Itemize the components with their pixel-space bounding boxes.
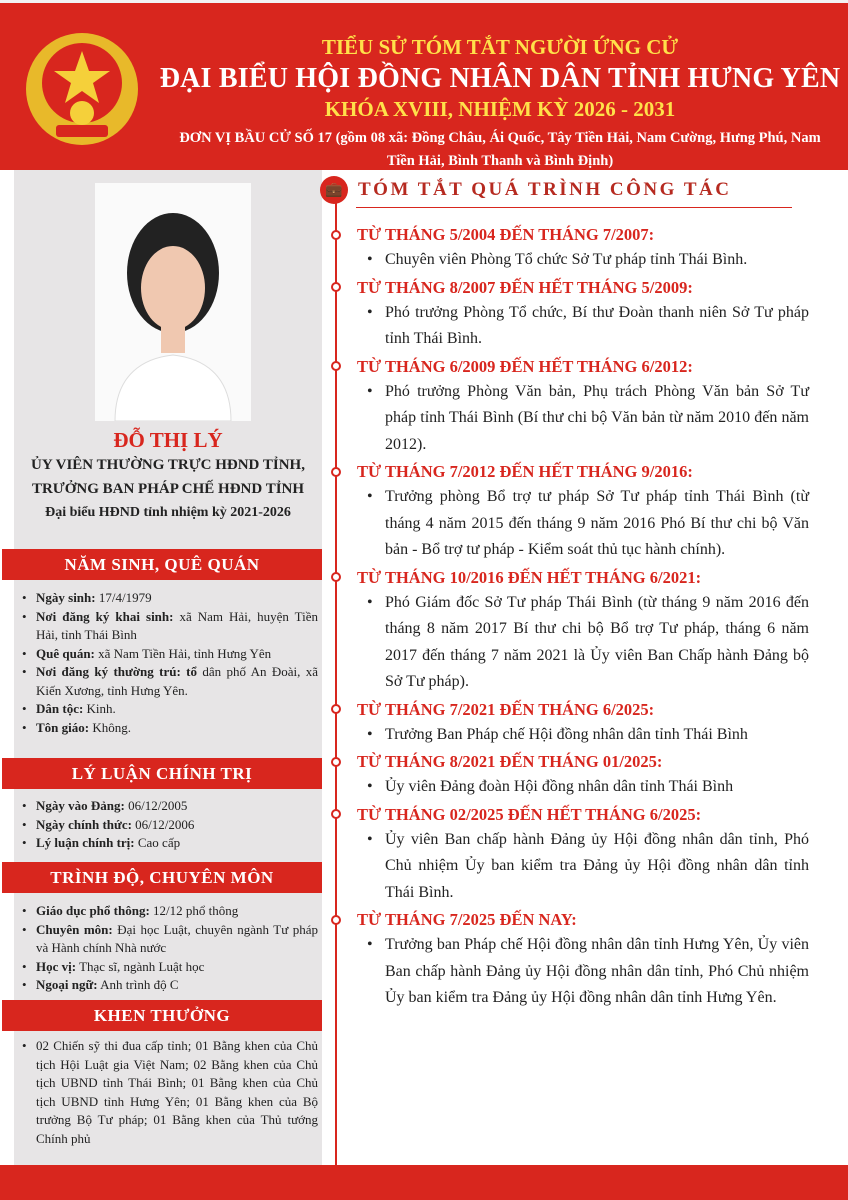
item-value: xã Nam Hải, huyện Tiền Hải, tỉnh Thái Bình — [36, 608, 318, 642]
section-list — [22, 797, 318, 853]
item-value: Đại học Luật, chuyên ngành Tư pháp và Hành chính Nhà nước — [36, 921, 318, 955]
list-item — [22, 921, 318, 958]
timeline-dot — [331, 809, 341, 819]
period-description: • Trưởng Ban Pháp chế Hội đồng nhân dân tỉnh Thái Bình — [357, 722, 809, 749]
timeline-dot — [331, 230, 341, 240]
item-value: 17/4/1979 — [95, 590, 152, 605]
period-heading: TỪ THÁNG 5/2004 ĐẾN THÁNG 7/2007: — [357, 225, 655, 244]
item-label: Quê quán: — [36, 645, 95, 661]
timeline-dot — [331, 572, 341, 582]
list-item — [22, 1037, 318, 1148]
list-item — [22, 589, 318, 608]
timeline-dot — [331, 282, 341, 292]
section-list — [22, 589, 318, 737]
timeline-dot — [331, 915, 341, 925]
list-item — [22, 608, 318, 645]
item-label: Nơi đăng ký thường trú: tổ — [36, 664, 197, 679]
list-item — [22, 645, 318, 664]
period-description: • Trưởng phòng Bổ trợ tư pháp Sở Tư pháp tỉnh Thái Bình (từ tháng 4 năm 2015 đến tháng 9 năm 2016 Phó Bí thư chi bộ Văn bản - Bổ trợ tư pháp - Kiểm soát thủ tục hành chính). — [357, 484, 809, 564]
section-header: KHEN THƯỞNG — [2, 1000, 322, 1031]
period-heading: TỪ THÁNG 7/2025 ĐẾN NAY: — [357, 910, 577, 929]
period-heading: TỪ THÁNG 8/2007 ĐẾN HẾT THÁNG 5/2009: — [357, 277, 693, 297]
item-value: 06/12/2005 — [124, 798, 188, 813]
heading-divider — [356, 207, 792, 208]
header-title: ĐẠI BIỂU HỘI ĐỒNG NHÂN DÂN TỈNH HƯNG YÊN — [159, 63, 841, 94]
item-label: Ngày vào Đảng: — [36, 798, 125, 813]
item-value: Anh trình độ C — [97, 977, 179, 992]
candidate-name: ĐỖ THỊ LÝ — [113, 428, 223, 452]
candidate-term: Đại biểu HĐND tỉnh nhiệm kỳ 2021-2026 — [45, 505, 291, 520]
candidate-photo — [95, 183, 251, 421]
footer-band — [0, 1165, 848, 1200]
item-value: dân phố An Đoài, xã Kiến Xương, tỉnh Hưng Yên. — [36, 664, 318, 698]
item-value: 06/12/2006 — [131, 816, 195, 832]
item-label: Nơi đăng ký khai sinh: — [36, 608, 174, 624]
career-heading — [320, 176, 731, 204]
period-heading: TỪ THÁNG 02/2025 ĐẾN HẾT THÁNG 6/2025: — [357, 804, 702, 824]
item-value: Thạc sĩ, ngành Luật học — [76, 958, 205, 974]
timeline-dot — [331, 757, 341, 767]
header-term: KHÓA XVIII, NHIỆM KỲ 2026 - 2031 — [324, 97, 676, 121]
list-item — [22, 834, 318, 853]
career-title: TÓM TẮT QUÁ TRÌNH CÔNG TÁC — [358, 179, 732, 200]
list-item — [22, 958, 318, 977]
item-label: Chuyên môn: — [36, 921, 113, 937]
period-description: • Chuyên viên Phòng Tổ chức Sở Tư pháp tỉnh Thái Bình. — [357, 247, 809, 274]
period-description: • Phó trưởng Phòng Tổ chức, Bí thư Đoàn thanh niên Sở Tư pháp tỉnh Thái Bình. — [357, 300, 809, 353]
timeline-dot — [331, 361, 341, 371]
item-label: Tôn giáo: — [36, 719, 90, 735]
period-heading: TỪ THÁNG 10/2016 ĐẾN HẾT THÁNG 6/2021: — [357, 567, 702, 587]
item-label: Dân tộc: — [36, 701, 84, 716]
item-value: 02 Chiến sỹ thi đua cấp tỉnh; 01 Bằng khen của Chủ tịch Hội Luật gia Việt Nam; 02 Bằng khen của Chủ tịch UBND tỉnh Thái Bình; 01 Bằng khen của Chủ tịch UBND tỉnh Hưng Yên; 01 Bằng khen của Bộ trưởng Bộ Tư pháp; 01 Bằng khen của Thủ tướng Chính phủ — [36, 1038, 318, 1146]
section-list — [22, 902, 318, 995]
period-heading: TỪ THÁNG 7/2021 ĐẾN THÁNG 6/2025: — [357, 699, 655, 719]
candidate-role: TRƯỞNG BAN PHÁP CHẾ HĐND TỈNH — [31, 481, 305, 497]
list-item — [22, 902, 318, 921]
briefcase-icon: 💼 — [320, 176, 348, 204]
item-label: Học vị: — [36, 958, 77, 974]
item-label: Lý luận chính trị: — [36, 835, 135, 850]
period-heading: TỪ THÁNG 6/2009 ĐẾN HẾT THÁNG 6/2012: — [357, 356, 693, 376]
timeline-line — [335, 200, 337, 1165]
list-item — [22, 816, 318, 835]
item-label: Giáo dục phổ thông: — [36, 903, 150, 918]
career-list — [357, 222, 809, 1013]
item-value: 12/12 phổ thông — [149, 903, 239, 918]
item-label: Ngày chính thức: — [36, 816, 132, 832]
section-header: NĂM SINH, QUÊ QUÁN — [2, 549, 322, 580]
header-banner — [0, 0, 848, 170]
period-description: • Phó trưởng Phòng Văn bản, Phụ trách Phòng Văn bản Sở Tư pháp tỉnh Thái Bình (Bí thư chi bộ Văn bản từ năm 2010 đến năm 2012). — [357, 379, 809, 459]
header-subtitle: TIỂU SỬ TÓM TẮT NGƯỜI ỨNG CỬ — [321, 35, 679, 59]
item-value: Cao cấp — [134, 835, 181, 850]
period-heading: TỪ THÁNG 8/2021 ĐẾN THÁNG 01/2025: — [357, 752, 663, 771]
item-value: xã Nam Tiền Hải, tỉnh Hưng Yên — [94, 645, 272, 661]
period-description: • Phó Giám đốc Sở Tư pháp Thái Bình (từ tháng 9 năm 2016 đến tháng 8 năm 2017 Bí thư chi bộ Bổ trợ Tư pháp, tháng 6 năm 2017 đến tháng 7 năm 2021 là Ủy viên Ban Chấp hành Đảng bộ Sở Tư pháp). — [357, 590, 809, 696]
section-header: TRÌNH ĐỘ, CHUYÊN MÔN — [2, 862, 322, 893]
section-list — [22, 1037, 318, 1148]
national-emblem-icon — [22, 29, 142, 149]
list-item — [22, 700, 318, 719]
candidate-role: ỦY VIÊN THƯỜNG TRỰC HĐND TỈNH, — [31, 457, 305, 473]
list-item — [22, 719, 318, 738]
period-description: • Ủy viên Đảng đoàn Hội đồng nhân dân tỉnh Thái Bình — [357, 774, 809, 801]
period-description: • Trưởng ban Pháp chế Hội đồng nhân dân tỉnh Hưng Yên, Ủy viên Ban chấp hành Đảng ủy Hội đồng nhân dân tỉnh, Phó Chủ nhiệm Ủy ban kiểm tra Đảng ủy Hội đồng nhân dân tỉnh Hưng Yên. — [357, 932, 809, 1012]
list-item — [22, 797, 318, 816]
timeline-dot — [331, 467, 341, 477]
item-value: Không. — [89, 719, 131, 735]
section-header: LÝ LUẬN CHÍNH TRỊ — [2, 758, 322, 789]
item-label: Ngày sinh: — [36, 590, 96, 605]
item-value: Kinh. — [83, 701, 116, 716]
timeline-dot — [331, 704, 341, 714]
list-item — [22, 976, 318, 995]
header-constituency: ĐƠN VỊ BẦU CỬ SỐ 17 (gồm 08 xã: Đồng Châu, Ái Quốc, Tây Tiền Hải, Nam Cường, Hưng Phú, Nam Tiền Hải, Bình Thanh và Bình Định) — [179, 130, 821, 169]
period-description: • Ủy viên Ban chấp hành Đảng ủy Hội đồng nhân dân tỉnh, Phó Chủ nhiệm Ủy ban kiểm tra Đảng ủy Hội đồng nhân dân tỉnh Thái Bình. — [357, 827, 809, 907]
item-label: Ngoại ngữ: — [36, 977, 98, 992]
list-item — [22, 663, 318, 700]
period-heading: TỪ THÁNG 7/2012 ĐẾN HẾT THÁNG 9/2016: — [357, 462, 693, 481]
